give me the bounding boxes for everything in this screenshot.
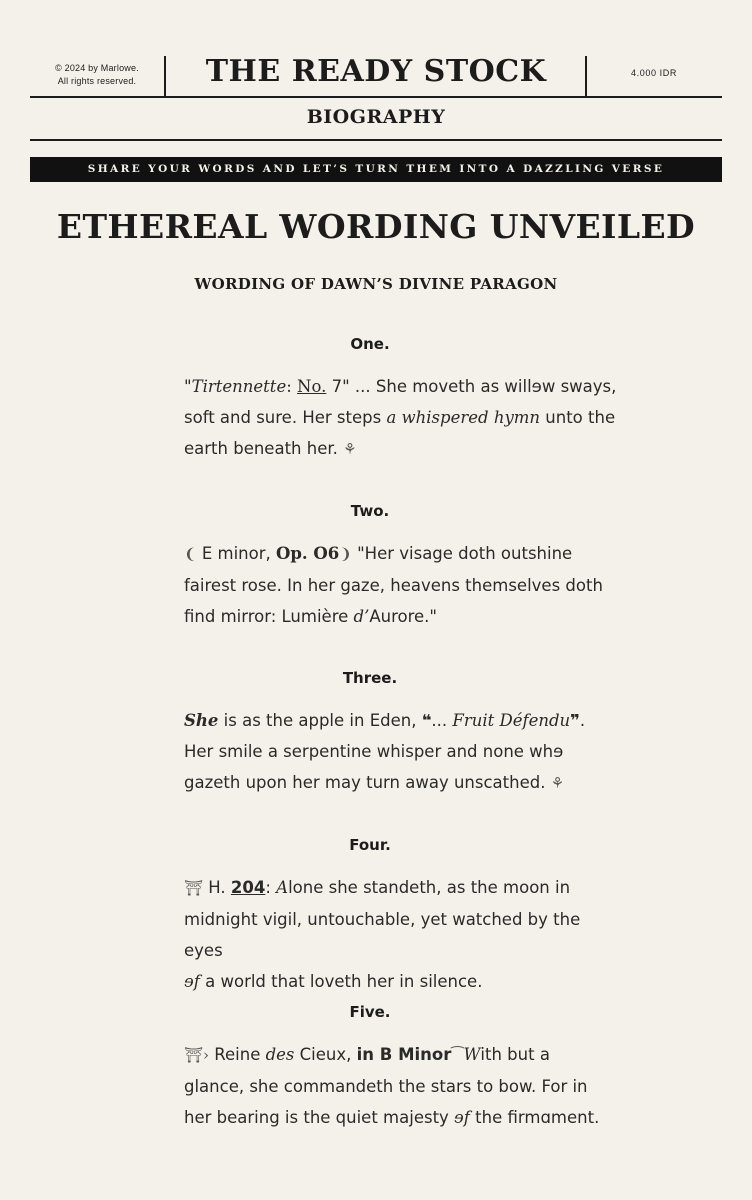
copyright-notice — [30, 62, 164, 88]
stanza-line — [184, 371, 624, 402]
text-run: earth beneath her. — [184, 439, 344, 458]
bracket-ornament-icon: ❩ — [339, 545, 352, 563]
comma-ornament-icon: › — [203, 1046, 210, 1064]
text-run: lone she standeth, as the moon in — [288, 878, 571, 897]
stanza-heading: Four. — [349, 836, 391, 854]
stanza-heading: Two. — [350, 502, 390, 520]
stanza-line — [184, 433, 624, 465]
stanza-body — [184, 872, 624, 997]
stanza-heading: One. — [350, 335, 390, 353]
stanza-line — [184, 966, 624, 997]
text-run: is as the apple in Eden, — [218, 711, 422, 730]
text-run: . — [579, 711, 586, 730]
flower-ornament-icon: ⚘ — [343, 440, 357, 458]
italic-run: ɘf — [454, 1108, 470, 1127]
bracket-ornament-icon: ❨ — [184, 545, 197, 563]
publication-title: THE READY STOCK — [205, 54, 547, 89]
pillar-ornament-icon: ⛩ — [184, 879, 204, 897]
text-run: 7" ... She moveth as willɘw sways, — [326, 377, 617, 396]
stanza-body — [184, 1039, 624, 1133]
stanza-line — [184, 767, 624, 799]
copyright-line-1: © 2024 by Marlowe. — [55, 63, 139, 73]
tagline-banner: SHARE YOUR WORDS AND LET’S TURN THEM INTO A DAZZLING VERSE — [30, 157, 722, 182]
bold-italic-run: She — [184, 711, 219, 730]
italic-run: Tirtennette — [191, 377, 287, 396]
italic-run: Fruit Défendu — [452, 711, 571, 730]
masthead-rule-bottom — [30, 139, 722, 141]
stanza-line — [184, 538, 624, 570]
italic-run: des — [265, 1045, 295, 1064]
bold-underlined-run: 204 — [230, 878, 266, 897]
text-run: " — [184, 377, 192, 396]
text-run: unto the — [540, 408, 616, 427]
text-run: find mirror: Lumière — [184, 607, 354, 626]
text-run: Reine — [209, 1045, 266, 1064]
text-run: : — [286, 377, 298, 396]
stanza-line — [184, 601, 624, 632]
bold-run: Op. O6 — [275, 544, 340, 563]
masthead-rule-top — [30, 96, 722, 98]
stanza-body — [184, 371, 624, 465]
text-run: Cieux, — [294, 1045, 357, 1064]
article-subtitle: WORDING OF DAWN’S DIVINE PARAGON — [194, 275, 558, 293]
close-quote-icon: ❞ — [570, 711, 580, 730]
stanza-line: glance, she commandeth the stars to bow. For in — [184, 1077, 588, 1096]
text-run: her bearing is the quiet majesty — [184, 1108, 455, 1127]
open-quote-icon: ❝ — [421, 711, 432, 730]
stanza-body — [184, 705, 624, 799]
stanza-line — [184, 1039, 624, 1071]
italic-run: ɘf — [184, 972, 200, 991]
stanza-line: Her smile a serpentine whisper and none whɘ — [184, 742, 564, 761]
stanza-line: fairest rose. In her gaze, heavens themselves doth — [184, 576, 603, 595]
stanza-line — [184, 705, 624, 736]
text-run: : — [265, 878, 277, 897]
text-run: a world that loveth her in silence. — [199, 972, 483, 991]
italic-run: A — [276, 878, 289, 897]
text-run: soft and sure. Her steps — [184, 408, 387, 427]
bold-run: in B Minor — [356, 1045, 452, 1064]
text-run: Aurore." — [369, 607, 438, 626]
article-title: ETHEREAL WORDING UNVEILED — [56, 207, 696, 246]
italic-run: W — [463, 1045, 481, 1064]
flower-ornament-icon: ⚘ — [550, 774, 565, 792]
text-run: E minor, — [196, 544, 276, 563]
text-run: ith but a — [480, 1045, 550, 1064]
stanza-heading: Five. — [349, 1003, 391, 1021]
stanza-line — [184, 872, 624, 904]
price-label: 4.000 IDR — [631, 68, 677, 78]
text-run: the firmɑment. — [469, 1108, 600, 1127]
section-title: BIOGRAPHY — [306, 106, 446, 128]
masthead — [30, 52, 722, 144]
stanza-line — [184, 402, 624, 433]
stanza-line — [184, 1102, 624, 1133]
text-run: "Her visage doth outshine — [351, 544, 573, 563]
pillar-ornament-icon: ⛩ — [184, 1046, 204, 1064]
underlined-run: No. — [297, 377, 327, 396]
text-run: H. — [203, 878, 231, 897]
text-run: gazeth upon her may turn away unscathed. — [184, 773, 551, 792]
copyright-line-2: All rights reserved. — [57, 76, 137, 86]
text-run: ... — [431, 711, 453, 730]
arc-ornament-icon: ⁀ — [451, 1046, 464, 1064]
stanza-body — [184, 538, 624, 632]
stanza-heading: Three. — [342, 669, 398, 687]
italic-run: a whispered hymn — [386, 408, 541, 427]
italic-run: d’ — [353, 607, 370, 626]
stanza-line: midnight vigil, untouchable, yet watched by the eyes — [184, 910, 581, 960]
